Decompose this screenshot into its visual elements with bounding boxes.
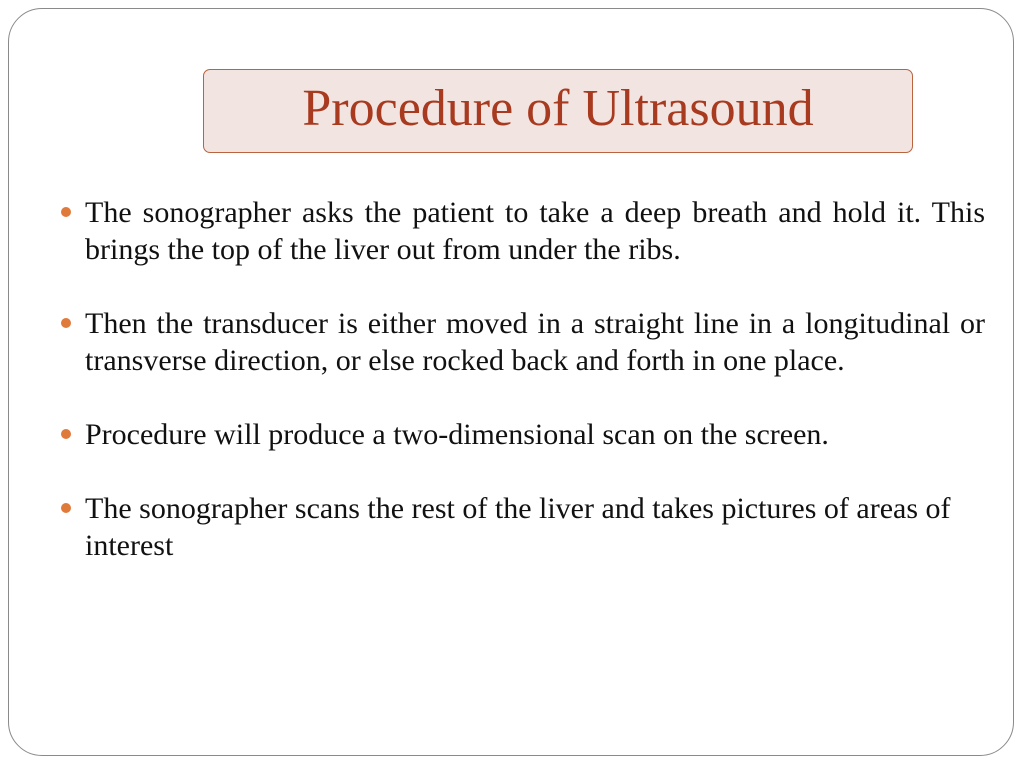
bullet-dot-icon <box>61 318 71 328</box>
bullet-text: The sonographer asks the patient to take a deep breath and hold it. This brings the top of the liver out from under the ribs. <box>85 196 985 266</box>
slide-title: Procedure of Ultrasound <box>302 80 814 137</box>
bullet-text: The sonographer scans the rest of the liver and takes pictures of areas of interest <box>85 492 951 562</box>
title-box <box>203 69 913 153</box>
bullet-dot-icon <box>61 429 71 439</box>
bullet-item <box>57 490 985 564</box>
slide-frame <box>8 8 1014 756</box>
bullet-dot-icon <box>61 503 71 513</box>
bullet-item <box>57 416 985 453</box>
bullet-text: Then the transducer is either moved in a straight line in a longitudinal or transverse direction, or else rocked back and forth in one place. <box>85 307 985 377</box>
bullet-dot-icon <box>61 207 71 217</box>
bullet-item <box>57 194 985 268</box>
bullet-item <box>57 305 985 379</box>
bullet-text: Procedure will produce a two-dimensional scan on the screen. <box>85 418 829 451</box>
bullet-list <box>57 194 985 601</box>
